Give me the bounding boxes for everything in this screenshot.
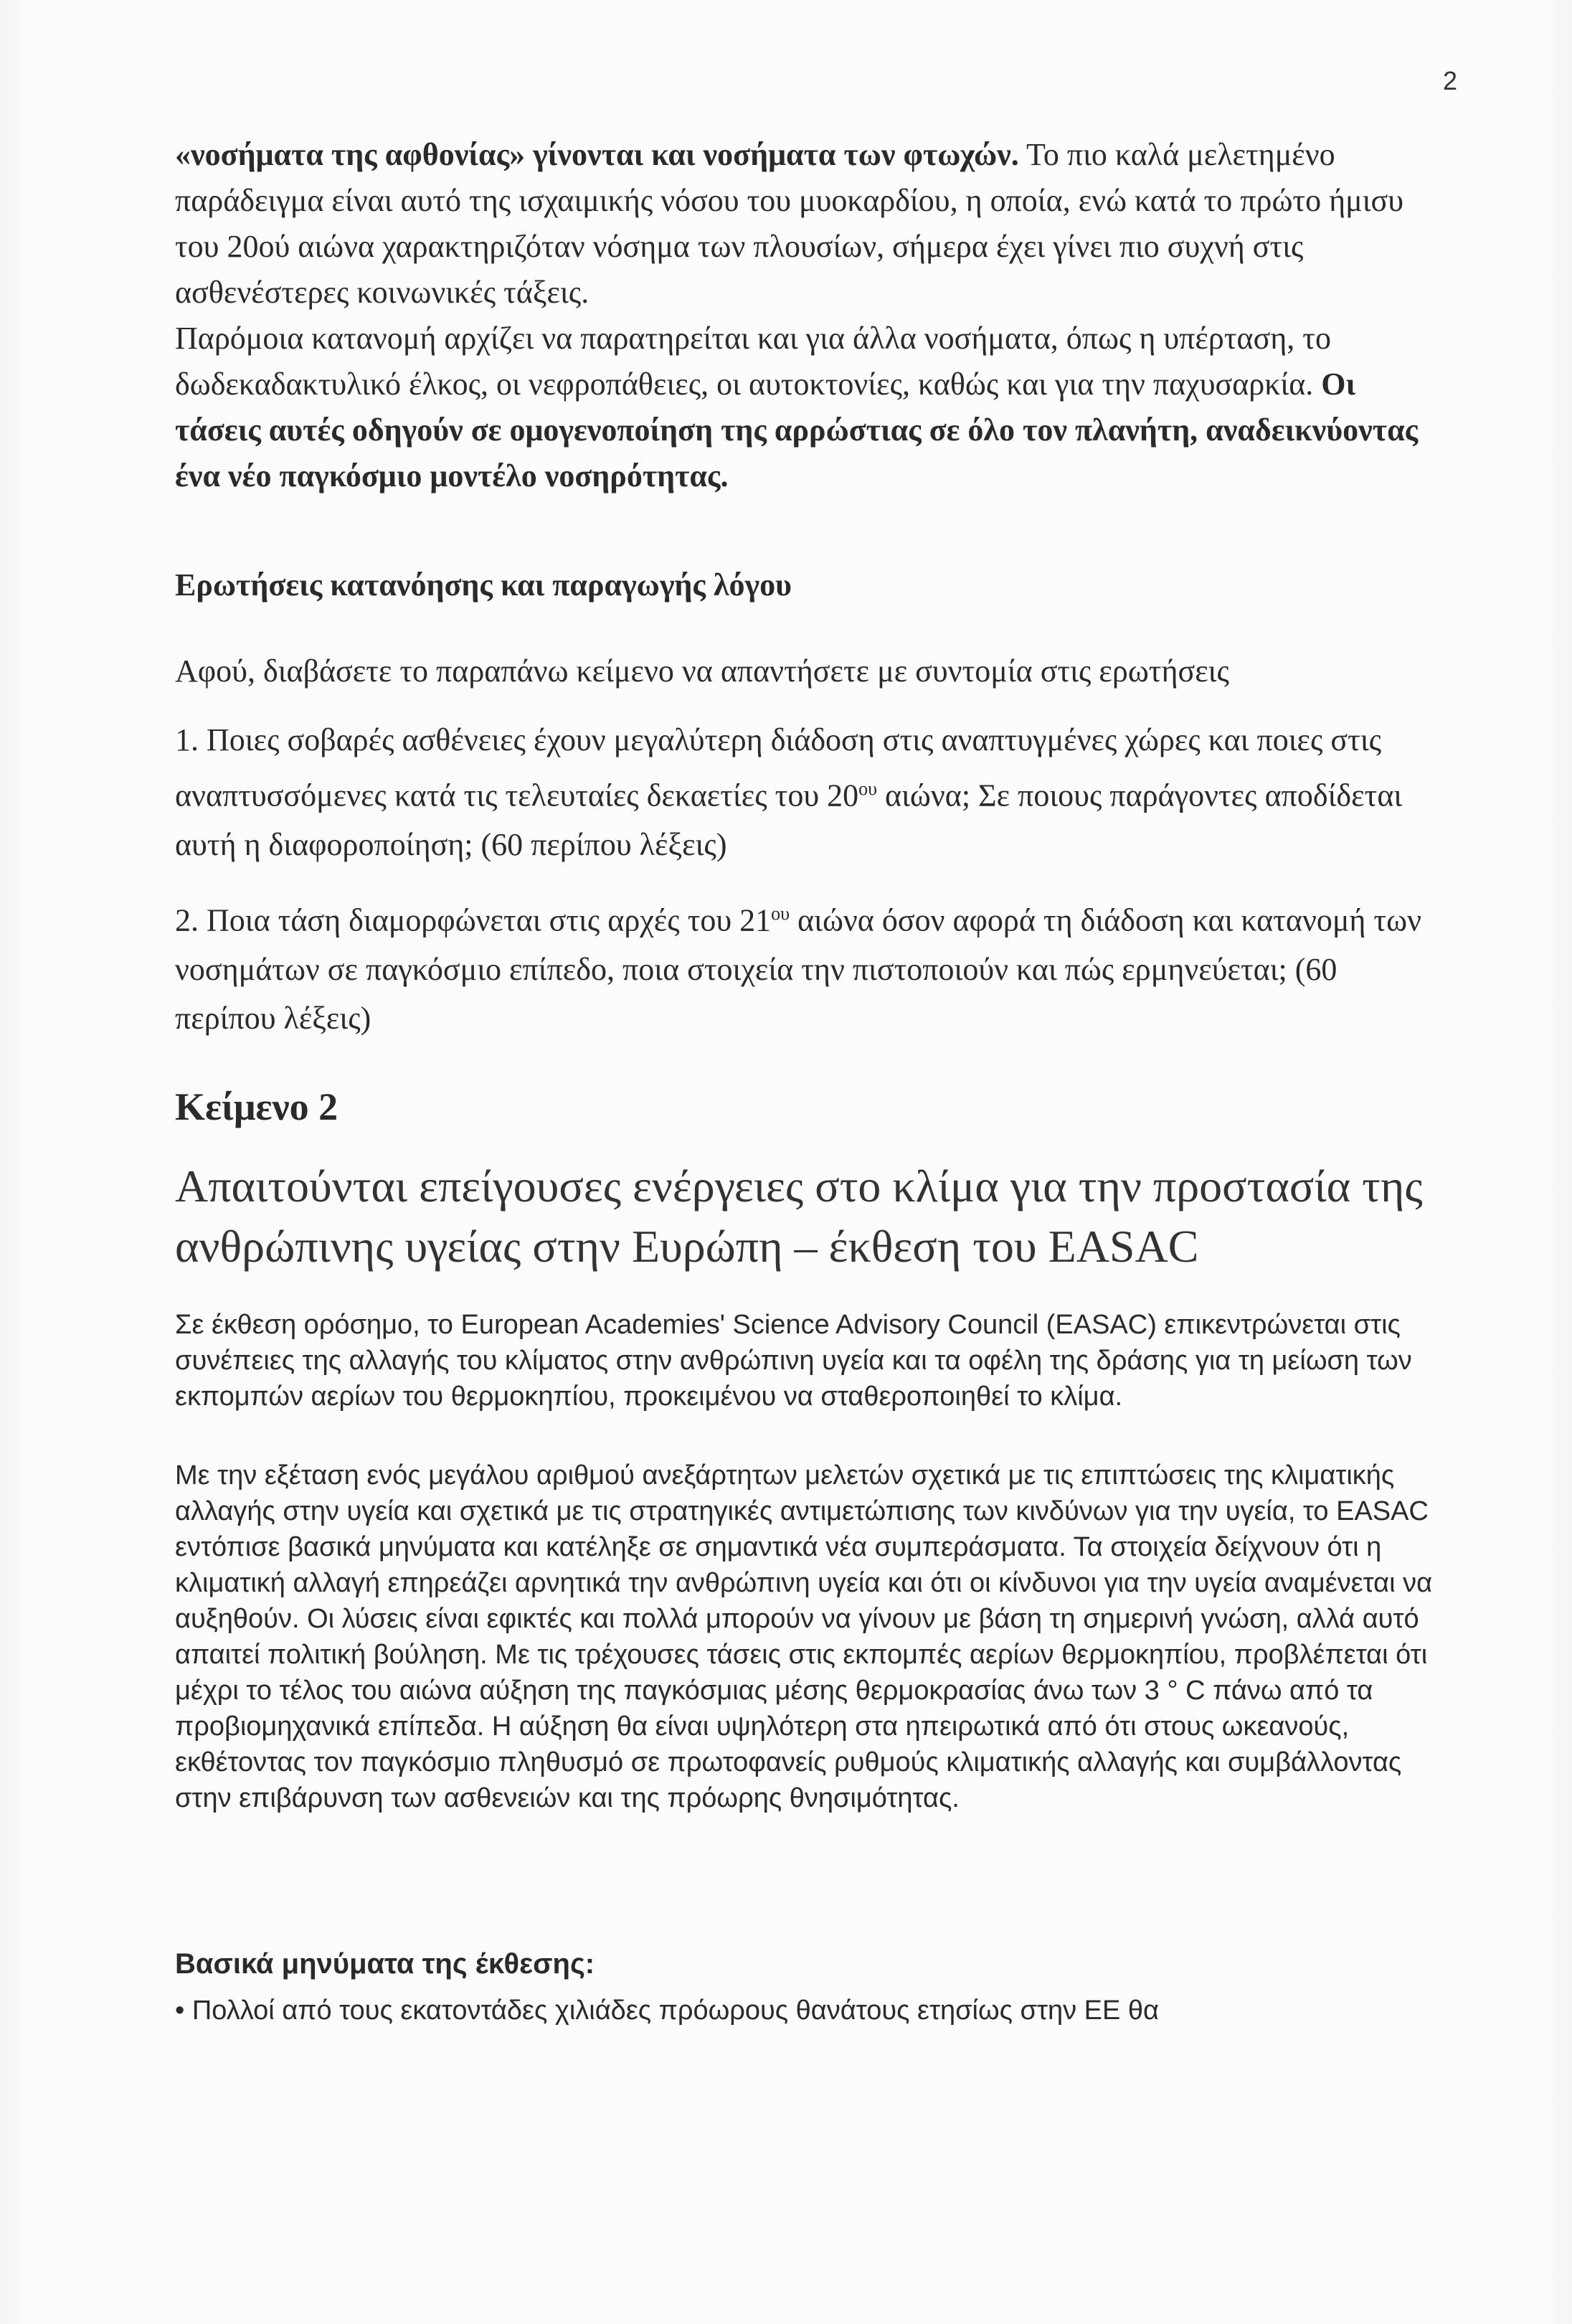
article-paragraph-1-block [175, 1307, 1444, 1414]
questions-instruction: Αφού, διαβάσετε το παραπάνω κείμενο να απαντήσετε με συντομία στις ερωτήσεις [175, 653, 1229, 689]
article-title-block [175, 1156, 1437, 1277]
question-2-block [175, 889, 1423, 1043]
questions-heading: Ερωτήσεις κατανόησης και παραγωγής λόγου [175, 567, 792, 603]
article-paragraph-2: Με την εξέταση ενός μεγάλου αριθμού ανεξάρτητων μελετών σχετικά με τις επιπτώσεις της κλιματικής αλλαγής στην υγεία και σχετικά με τις στρατηγικές αντιμετώπισης των κινδύνων για την υγεία, το EASAC εντόπισε βασικά μηνύματα και κατέληξε σε σημαντικά νέα συμπεράσματα. Τα στοιχεία δείχνουν ότι η κλιματική αλλαγή επηρεάζει αρνητικά την ανθρώπινη υγεία και ότι οι κίνδυνοι για την υγεία αναμένεται να αυξηθούν. Οι λύσεις είναι εφικτές και πολλά μπορούν να γίνουν με βάση τη σημερινή γνώση, αλλά αυτό απαιτεί πολιτική βούληση. Με τις τρέχουσες τάσεις στις εκπομπές αερίων θερμοκηπίου, προβλέπεται ότι μέχρι το τέλος του αιώνα αύξηση της παγκόσμιας μέσης θερμοκρασίας άνω των 3 ° C πάνω από τα προβιομηχανικά επίπεδα. Η αύξηση θα είναι υψηλότερη στα ηπειρωτικά από ότι στους ωκεανούς, εκθέτοντας τον παγκόσμιο πληθυσμό σε πρωτοφανείς ρυθμούς κλιματικής αλλαγής και συμβάλλοντας στην επιβάρυνση των ασθενειών και της πρόωρης θνησιμότητας. [175, 1460, 1433, 1813]
questions-instruction-block [175, 648, 1423, 694]
page-number: 2 [1442, 66, 1457, 95]
intro-text-2: Παρόμοια κατανομή αρχίζει να παρατηρείται και για άλλα νοσήματα, όπως η υπέρταση, το δωδεκαδακτυλικό έλκος, οι νεφροπάθειες, οι αυτοκτονίες, καθώς και για την παχυσαρκία. [175, 321, 1331, 402]
key-messages-heading: Βασικά μηνύματα της έκθεσης: [175, 1948, 595, 1980]
question-1-text-a: 1. Ποιες σοβαρές ασθένειες έχουν μεγαλύτερη διάδοση στις αναπτυγμένες χώρες και ποιες στις αναπτυσσόμενες κατά τις τελευταίες δεκαετίες του 20 [175, 722, 1382, 813]
text2-label-block [175, 1085, 1423, 1129]
intro-bold-end: Οι τάσεις αυτές οδηγούν σε ομογενοποίηση της αρρώστιας σε όλο τον πλανήτη, αναδεικνύοντας ένα νέο παγκόσμιο μοντέλο νοσηρότητας. [175, 367, 1419, 493]
question-1 [175, 716, 1423, 869]
intro-bold-start: «νοσήματα της αφθονίας» γίνονται και νοσήματα των φτωχών. [175, 137, 1019, 172]
intro-text-1: Το πιο καλά μελετημένο παράδειγμα είναι αυτό της ισχαιμικής νόσου του μυοκαρδίου, η οποία, ενώ κατά το πρώτο ήμισυ του 20ού αιώνα χαρακτηριζόταν νόσημα των πλουσίων, σήμερα έχει γίνει πιο συχνή στις ασθενέστερες κοινωνικές τάξεις. [175, 137, 1404, 310]
question-1-sup: ου [858, 778, 878, 799]
intro-paragraph-1 [175, 132, 1423, 316]
question-2-text-b: αιώνα όσον αφορά τη διάδοση και κατανομή των νοσημάτων σε παγκόσμιο επίπεδο, ποια στοιχεία την πιστοποιούν και πώς ερμηνεύεται; (60 περίπου λέξεις) [175, 902, 1421, 1036]
text2-label: Κείμενο 2 [175, 1085, 338, 1128]
key-messages-heading-block [175, 1948, 1423, 1980]
question-2-sup: ου [771, 903, 790, 924]
question-1-text-b: αιώνα; Σε ποιους παράγοντες αποδίδεται αυτή η διαφοροποίηση; (60 περίπου λέξεις) [175, 778, 1403, 862]
key-messages-bullet-1: • Πολλοί από τους εκατοντάδες χιλιάδες πρόωρους θανάτους ετησίως στην ΕΕ θα [175, 1995, 1160, 2026]
question-2 [175, 889, 1423, 1043]
article-paragraph-1: Σε έκθεση ορόσημο, το European Academies' Science Advisory Council (EASAC) επικεντρώνεται στις συνέπειες της αλλαγής του κλίματος στην ανθρώπινη υγεία και τα οφέλη της δράσης για τη μείωση των εκπομπών αερίων του θερμοκηπίου, προκειμένου να σταθεροποιηθεί το κλίμα. [175, 1310, 1412, 1412]
question-2-text-a: 2. Ποια τάση διαμορφώνεται στις αρχές του 21 [175, 902, 772, 938]
article-paragraph-2-block [175, 1458, 1444, 1816]
intro-section [175, 132, 1423, 499]
intro-paragraph-2 [175, 316, 1423, 499]
article-title: Απαιτούνται επείγουσες ενέργειες στο κλίμα για την προστασία της ανθρώπινης υγείας στην Ευρώπη – έκθεση του EASAC [175, 1161, 1423, 1272]
questions-section [175, 562, 1423, 608]
question-1-block [175, 716, 1423, 869]
key-messages-bullet-block [175, 1993, 1452, 2028]
